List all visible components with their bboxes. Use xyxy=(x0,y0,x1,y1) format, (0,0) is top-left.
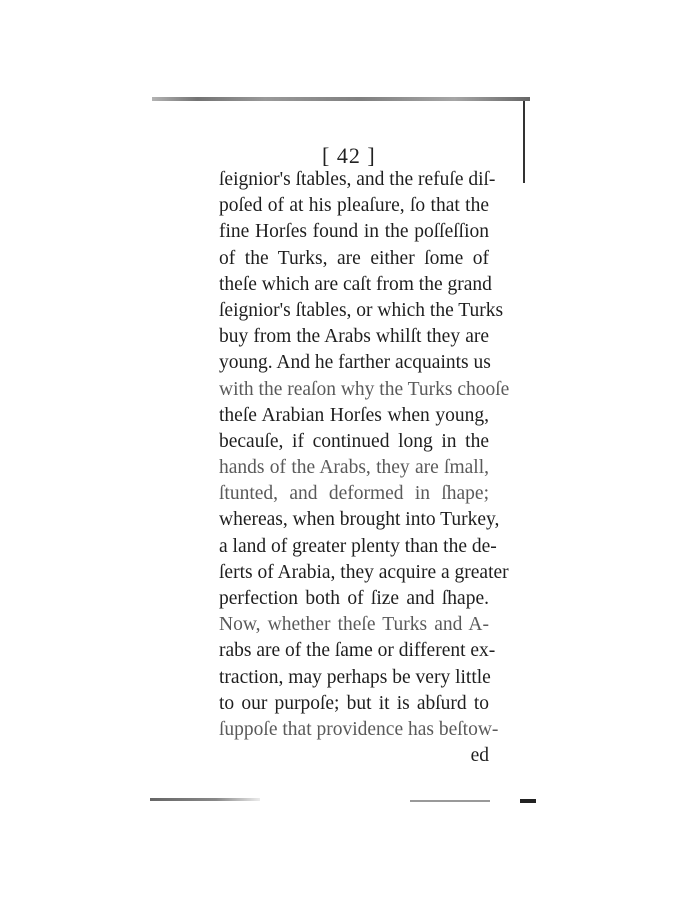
text-line: Now, whether theſe Turks and A- xyxy=(219,614,489,636)
text-line: a land of greater plenty than the de- xyxy=(219,535,497,557)
text-line: perfection both of ſize and ſhape. xyxy=(219,588,489,609)
text-line: traction, may perhaps be very little xyxy=(219,666,491,688)
text-line: to our purpoſe; but it is abſurd to xyxy=(219,692,489,714)
text-line: young. And he farther acquaints us xyxy=(219,352,491,374)
bottom-page-edge-mid xyxy=(410,800,490,802)
text-line: poſed of at his pleaſure, ſo that the xyxy=(219,195,489,217)
text-line: theſe Arabian Horſes when young, xyxy=(219,404,489,426)
text-line: ſeignior's ſtables, or which the Turks xyxy=(219,299,504,321)
top-page-edge xyxy=(152,97,530,101)
text-line: fine Horſes found in the poſſeſſion xyxy=(219,221,489,243)
text-line: ſuppoſe that providence has beſtow- xyxy=(219,718,499,740)
catchword: ed xyxy=(470,745,489,767)
text-line: whereas, when brought into Turkey, xyxy=(219,509,500,531)
page-number: [ 42 ] xyxy=(322,143,376,168)
text-line: buy from the Arabs whilſt they are xyxy=(219,326,489,348)
text-line: rabs are of the ſame or different ex- xyxy=(219,640,496,662)
text-line: ſtunted, and deformed in ſhape; xyxy=(219,483,489,505)
bottom-page-edge-left xyxy=(150,798,260,801)
text-line: with the reaſon why the Turks chooſe xyxy=(219,378,510,400)
body-text xyxy=(219,167,510,769)
text-line: hands of the Arabs, they are ſmall, xyxy=(219,457,489,479)
text-line: theſe which are caſt from the grand xyxy=(219,273,492,295)
text-line: ſeignior's ſtables, and the refuſe diſ- xyxy=(219,169,496,190)
right-page-edge xyxy=(523,101,525,183)
bottom-page-edge-right xyxy=(520,799,536,803)
text-line: ſerts of Arabia, they acquire a greater xyxy=(219,561,509,583)
text-line: of the Turks, are either ſome of xyxy=(219,247,489,269)
text-line: becauſe, if continued long in the xyxy=(219,430,489,452)
